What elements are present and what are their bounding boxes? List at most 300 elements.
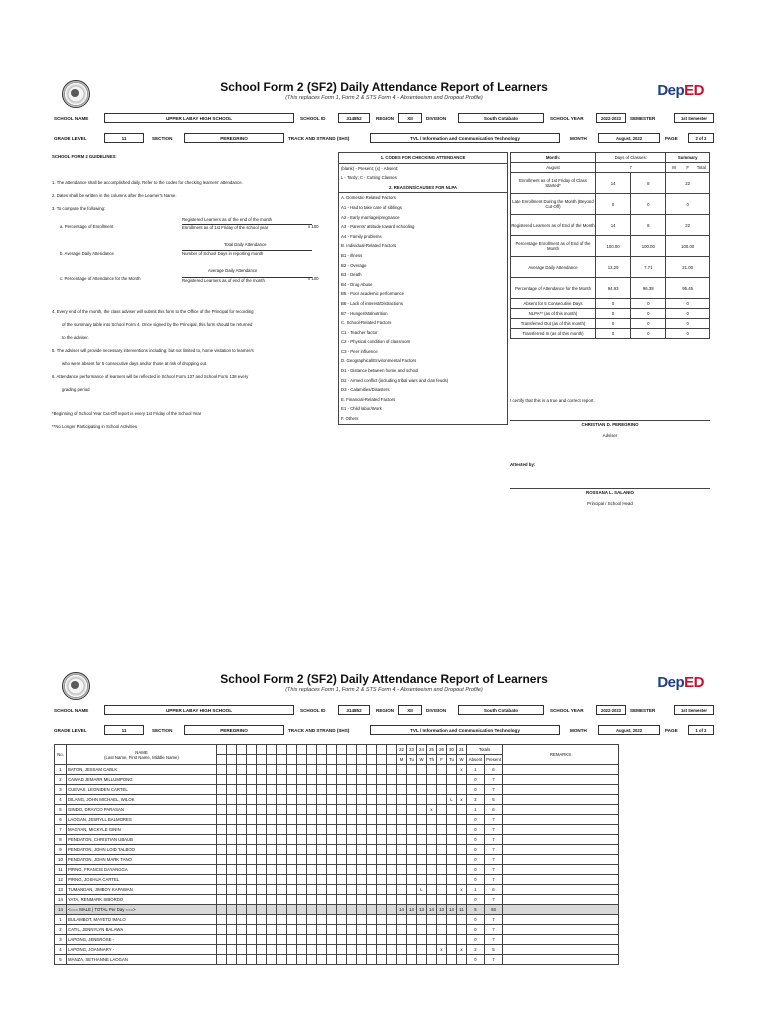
attendance-cell[interactable] (407, 895, 417, 905)
attendance-cell[interactable] (357, 855, 367, 865)
attendance-cell[interactable] (227, 875, 237, 885)
remarks-cell[interactable] (503, 825, 619, 835)
attendance-cell[interactable] (257, 945, 267, 955)
attendance-cell[interactable] (387, 825, 397, 835)
attendance-cell[interactable] (277, 895, 287, 905)
attendance-cell[interactable] (257, 785, 267, 795)
attendance-cell[interactable] (277, 795, 287, 805)
attendance-cell[interactable] (367, 835, 377, 845)
attendance-cell[interactable] (317, 895, 327, 905)
attendance-cell[interactable] (247, 945, 257, 955)
attendance-cell[interactable] (417, 875, 427, 885)
attendance-cell[interactable] (417, 825, 427, 835)
attendance-cell[interactable] (427, 945, 437, 955)
attendance-cell[interactable] (297, 775, 307, 785)
attendance-cell[interactable] (327, 925, 337, 935)
attendance-cell[interactable]: L (417, 885, 427, 895)
attendance-cell[interactable] (437, 825, 447, 835)
attendance-cell[interactable] (277, 825, 287, 835)
attendance-cell[interactable] (337, 895, 347, 905)
attendance-cell[interactable] (457, 855, 467, 865)
attendance-cell[interactable] (267, 955, 277, 965)
attendance-cell[interactable]: x (437, 945, 447, 955)
attendance-cell[interactable] (357, 875, 367, 885)
attendance-cell[interactable] (227, 935, 237, 945)
attendance-cell[interactable] (257, 865, 267, 875)
attendance-cell[interactable] (337, 855, 347, 865)
attendance-cell[interactable] (347, 815, 357, 825)
attendance-cell[interactable] (237, 775, 247, 785)
attendance-cell[interactable] (457, 925, 467, 935)
attendance-cell[interactable] (397, 865, 407, 875)
attendance-cell[interactable] (257, 825, 267, 835)
attendance-cell[interactable] (327, 875, 337, 885)
attendance-cell[interactable] (457, 895, 467, 905)
attendance-cell[interactable] (397, 795, 407, 805)
attendance-cell[interactable] (417, 915, 427, 925)
attendance-cell[interactable] (387, 815, 397, 825)
attendance-cell[interactable] (247, 785, 257, 795)
attendance-cell[interactable] (447, 955, 457, 965)
attendance-cell[interactable] (237, 945, 247, 955)
attendance-cell[interactable] (257, 765, 267, 775)
attendance-cell[interactable] (257, 775, 267, 785)
attendance-cell[interactable] (367, 885, 377, 895)
remarks-cell[interactable] (503, 915, 619, 925)
attendance-cell[interactable] (307, 765, 317, 775)
attendance-cell[interactable] (407, 955, 417, 965)
attendance-cell[interactable] (297, 895, 307, 905)
attendance-cell[interactable] (247, 895, 257, 905)
attendance-cell[interactable] (357, 935, 367, 945)
attendance-cell[interactable] (417, 795, 427, 805)
remarks-cell[interactable] (503, 885, 619, 895)
attendance-cell[interactable] (337, 795, 347, 805)
attendance-cell[interactable] (447, 785, 457, 795)
attendance-cell[interactable] (347, 935, 357, 945)
attendance-cell[interactable] (417, 955, 427, 965)
attendance-cell[interactable] (247, 865, 257, 875)
attendance-cell[interactable] (407, 845, 417, 855)
attendance-cell[interactable] (327, 895, 337, 905)
attendance-cell[interactable] (337, 845, 347, 855)
attendance-cell[interactable] (237, 765, 247, 775)
attendance-cell[interactable] (247, 855, 257, 865)
attendance-cell[interactable] (237, 935, 247, 945)
attendance-cell[interactable] (447, 835, 457, 845)
attendance-cell[interactable] (437, 875, 447, 885)
attendance-cell[interactable] (217, 875, 227, 885)
attendance-cell[interactable] (247, 825, 257, 835)
attendance-cell[interactable] (227, 945, 237, 955)
attendance-cell[interactable] (297, 845, 307, 855)
attendance-cell[interactable] (367, 815, 377, 825)
remarks-cell[interactable] (503, 835, 619, 845)
attendance-cell[interactable] (397, 855, 407, 865)
attendance-cell[interactable] (447, 875, 457, 885)
attendance-cell[interactable] (317, 865, 327, 875)
attendance-cell[interactable] (327, 935, 337, 945)
attendance-cell[interactable] (327, 885, 337, 895)
attendance-cell[interactable] (227, 915, 237, 925)
attendance-cell[interactable] (377, 835, 387, 845)
attendance-cell[interactable] (397, 785, 407, 795)
attendance-cell[interactable] (427, 825, 437, 835)
attendance-cell[interactable] (437, 955, 447, 965)
attendance-cell[interactable] (327, 805, 337, 815)
attendance-cell[interactable] (357, 845, 367, 855)
attendance-cell[interactable] (357, 835, 367, 845)
attendance-cell[interactable] (407, 885, 417, 895)
attendance-cell[interactable] (257, 815, 267, 825)
attendance-cell[interactable] (417, 805, 427, 815)
attendance-cell[interactable] (267, 925, 277, 935)
attendance-cell[interactable] (217, 925, 227, 935)
attendance-cell[interactable] (457, 865, 467, 875)
attendance-cell[interactable] (257, 915, 267, 925)
attendance-cell[interactable] (287, 875, 297, 885)
attendance-cell[interactable] (307, 875, 317, 885)
attendance-cell[interactable] (367, 935, 377, 945)
attendance-cell[interactable] (317, 955, 327, 965)
attendance-cell[interactable] (377, 885, 387, 895)
attendance-cell[interactable] (257, 955, 267, 965)
attendance-cell[interactable] (387, 875, 397, 885)
attendance-cell[interactable] (287, 825, 297, 835)
attendance-cell[interactable] (267, 895, 277, 905)
attendance-cell[interactable] (417, 945, 427, 955)
attendance-cell[interactable] (377, 825, 387, 835)
attendance-cell[interactable] (287, 815, 297, 825)
attendance-cell[interactable] (407, 785, 417, 795)
remarks-cell[interactable] (503, 955, 619, 965)
attendance-cell[interactable] (287, 955, 297, 965)
attendance-cell[interactable] (357, 825, 367, 835)
attendance-cell[interactable] (317, 805, 327, 815)
attendance-cell[interactable] (277, 785, 287, 795)
attendance-cell[interactable] (447, 825, 457, 835)
attendance-cell[interactable] (407, 815, 417, 825)
attendance-cell[interactable] (307, 785, 317, 795)
attendance-cell[interactable] (217, 855, 227, 865)
attendance-cell[interactable] (357, 895, 367, 905)
attendance-cell[interactable] (437, 805, 447, 815)
attendance-cell[interactable] (237, 915, 247, 925)
attendance-cell[interactable] (437, 815, 447, 825)
attendance-cell[interactable] (457, 835, 467, 845)
attendance-cell[interactable] (327, 955, 337, 965)
remarks-cell[interactable] (503, 805, 619, 815)
attendance-cell[interactable] (447, 765, 457, 775)
attendance-cell[interactable] (427, 865, 437, 875)
attendance-cell[interactable] (277, 775, 287, 785)
attendance-cell[interactable] (297, 885, 307, 895)
attendance-cell[interactable] (307, 835, 317, 845)
attendance-cell[interactable] (377, 765, 387, 775)
attendance-cell[interactable] (337, 865, 347, 875)
attendance-cell[interactable] (227, 955, 237, 965)
attendance-cell[interactable] (257, 935, 267, 945)
attendance-cell[interactable] (327, 815, 337, 825)
attendance-cell[interactable] (327, 845, 337, 855)
attendance-cell[interactable] (417, 815, 427, 825)
attendance-cell[interactable] (387, 835, 397, 845)
attendance-cell[interactable] (217, 835, 227, 845)
attendance-cell[interactable] (287, 855, 297, 865)
attendance-cell[interactable] (407, 765, 417, 775)
attendance-cell[interactable] (317, 785, 327, 795)
attendance-cell[interactable] (297, 955, 307, 965)
attendance-cell[interactable] (397, 925, 407, 935)
attendance-cell[interactable] (327, 825, 337, 835)
attendance-cell[interactable] (307, 895, 317, 905)
attendance-cell[interactable] (397, 805, 407, 815)
attendance-cell[interactable] (307, 915, 317, 925)
attendance-cell[interactable] (277, 885, 287, 895)
attendance-cell[interactable] (347, 795, 357, 805)
attendance-cell[interactable] (407, 865, 417, 875)
attendance-cell[interactable] (367, 805, 377, 815)
attendance-cell[interactable] (417, 895, 427, 905)
attendance-cell[interactable] (427, 845, 437, 855)
attendance-cell[interactable] (397, 915, 407, 925)
attendance-cell[interactable] (347, 765, 357, 775)
remarks-cell[interactable] (503, 875, 619, 885)
attendance-cell[interactable] (247, 815, 257, 825)
attendance-cell[interactable] (317, 925, 327, 935)
attendance-cell[interactable] (347, 835, 357, 845)
attendance-cell[interactable] (287, 935, 297, 945)
attendance-cell[interactable] (227, 925, 237, 935)
attendance-cell[interactable] (287, 865, 297, 875)
attendance-cell[interactable] (337, 815, 347, 825)
attendance-cell[interactable] (287, 835, 297, 845)
attendance-cell[interactable] (357, 955, 367, 965)
attendance-cell[interactable] (307, 775, 317, 785)
attendance-cell[interactable] (247, 935, 257, 945)
attendance-cell[interactable] (377, 925, 387, 935)
attendance-cell[interactable] (397, 845, 407, 855)
attendance-cell[interactable] (427, 775, 437, 785)
attendance-cell[interactable] (227, 865, 237, 875)
attendance-cell[interactable] (277, 915, 287, 925)
attendance-cell[interactable] (277, 935, 287, 945)
attendance-cell[interactable] (277, 765, 287, 775)
attendance-cell[interactable] (377, 955, 387, 965)
attendance-cell[interactable] (297, 865, 307, 875)
attendance-cell[interactable] (407, 855, 417, 865)
attendance-cell[interactable] (397, 775, 407, 785)
attendance-cell[interactable] (427, 785, 437, 795)
attendance-cell[interactable] (387, 805, 397, 815)
attendance-cell[interactable] (297, 815, 307, 825)
attendance-cell[interactable] (377, 895, 387, 905)
attendance-cell[interactable] (397, 875, 407, 885)
attendance-cell[interactable] (327, 915, 337, 925)
attendance-cell[interactable] (317, 765, 327, 775)
attendance-cell[interactable] (227, 825, 237, 835)
attendance-cell[interactable] (337, 915, 347, 925)
attendance-cell[interactable] (407, 935, 417, 945)
attendance-cell[interactable] (257, 805, 267, 815)
attendance-cell[interactable] (237, 875, 247, 885)
attendance-cell[interactable] (317, 795, 327, 805)
attendance-cell[interactable] (457, 775, 467, 785)
attendance-cell[interactable] (377, 875, 387, 885)
attendance-cell[interactable] (397, 815, 407, 825)
attendance-cell[interactable] (347, 855, 357, 865)
attendance-cell[interactable] (397, 885, 407, 895)
attendance-cell[interactable] (257, 925, 267, 935)
attendance-cell[interactable] (377, 945, 387, 955)
attendance-cell[interactable] (267, 945, 277, 955)
attendance-cell[interactable] (237, 855, 247, 865)
attendance-cell[interactable] (317, 935, 327, 945)
attendance-cell[interactable] (447, 885, 457, 895)
attendance-cell[interactable] (297, 785, 307, 795)
remarks-cell[interactable] (503, 845, 619, 855)
attendance-cell[interactable] (427, 885, 437, 895)
attendance-cell[interactable] (337, 935, 347, 945)
attendance-cell[interactable] (437, 795, 447, 805)
attendance-cell[interactable] (397, 955, 407, 965)
attendance-cell[interactable] (237, 925, 247, 935)
attendance-cell[interactable] (387, 955, 397, 965)
attendance-cell[interactable] (337, 825, 347, 835)
attendance-cell[interactable] (417, 865, 427, 875)
attendance-cell[interactable] (437, 845, 447, 855)
remarks-cell[interactable] (503, 895, 619, 905)
attendance-cell[interactable] (387, 765, 397, 775)
attendance-cell[interactable] (227, 815, 237, 825)
attendance-cell[interactable] (277, 955, 287, 965)
attendance-cell[interactable] (387, 885, 397, 895)
attendance-cell[interactable] (237, 865, 247, 875)
attendance-cell[interactable] (337, 885, 347, 895)
attendance-cell[interactable] (407, 795, 417, 805)
attendance-cell[interactable] (457, 955, 467, 965)
attendance-cell[interactable] (267, 815, 277, 825)
attendance-cell[interactable] (287, 785, 297, 795)
attendance-cell[interactable] (387, 845, 397, 855)
attendance-cell[interactable]: x (457, 795, 467, 805)
attendance-cell[interactable] (367, 915, 377, 925)
attendance-cell[interactable] (247, 805, 257, 815)
attendance-cell[interactable] (367, 865, 377, 875)
attendance-cell[interactable] (297, 835, 307, 845)
attendance-cell[interactable] (367, 845, 377, 855)
attendance-cell[interactable] (447, 775, 457, 785)
remarks-cell[interactable] (503, 785, 619, 795)
attendance-cell[interactable] (437, 925, 447, 935)
attendance-cell[interactable] (227, 785, 237, 795)
attendance-cell[interactable] (347, 775, 357, 785)
attendance-cell[interactable] (397, 835, 407, 845)
attendance-cell[interactable] (427, 765, 437, 775)
attendance-cell[interactable] (287, 895, 297, 905)
attendance-cell[interactable] (367, 955, 377, 965)
attendance-cell[interactable] (457, 815, 467, 825)
attendance-cell[interactable] (357, 815, 367, 825)
attendance-cell[interactable] (447, 845, 457, 855)
attendance-cell[interactable] (237, 895, 247, 905)
remarks-cell[interactable] (503, 945, 619, 955)
attendance-cell[interactable] (377, 775, 387, 785)
attendance-cell[interactable] (287, 805, 297, 815)
attendance-cell[interactable] (217, 765, 227, 775)
attendance-cell[interactable] (347, 785, 357, 795)
attendance-cell[interactable] (387, 795, 397, 805)
attendance-cell[interactable] (367, 785, 377, 795)
attendance-cell[interactable] (397, 895, 407, 905)
attendance-cell[interactable] (377, 865, 387, 875)
attendance-cell[interactable] (317, 875, 327, 885)
attendance-cell[interactable]: x (457, 885, 467, 895)
attendance-cell[interactable] (367, 895, 377, 905)
attendance-cell[interactable] (297, 855, 307, 865)
attendance-cell[interactable] (367, 875, 377, 885)
attendance-cell[interactable] (267, 825, 277, 835)
attendance-cell[interactable] (297, 875, 307, 885)
attendance-cell[interactable] (317, 815, 327, 825)
attendance-cell[interactable] (247, 915, 257, 925)
attendance-cell[interactable]: x (457, 765, 467, 775)
attendance-cell[interactable] (257, 855, 267, 865)
attendance-cell[interactable] (227, 855, 237, 865)
attendance-cell[interactable] (357, 775, 367, 785)
attendance-cell[interactable] (357, 785, 367, 795)
attendance-cell[interactable] (247, 885, 257, 895)
attendance-cell[interactable] (237, 955, 247, 965)
attendance-cell[interactable] (297, 805, 307, 815)
attendance-cell[interactable] (227, 895, 237, 905)
attendance-cell[interactable] (387, 865, 397, 875)
attendance-cell[interactable] (427, 875, 437, 885)
attendance-cell[interactable] (407, 945, 417, 955)
attendance-cell[interactable] (267, 805, 277, 815)
attendance-cell[interactable] (427, 835, 437, 845)
attendance-cell[interactable] (217, 955, 227, 965)
attendance-cell[interactable] (227, 775, 237, 785)
attendance-cell[interactable] (417, 855, 427, 865)
attendance-cell[interactable] (387, 895, 397, 905)
attendance-cell[interactable] (217, 815, 227, 825)
attendance-cell[interactable] (277, 865, 287, 875)
attendance-cell[interactable] (347, 915, 357, 925)
attendance-cell[interactable] (437, 935, 447, 945)
attendance-cell[interactable] (337, 785, 347, 795)
attendance-cell[interactable] (327, 945, 337, 955)
attendance-cell[interactable] (317, 885, 327, 895)
attendance-cell[interactable] (247, 925, 257, 935)
attendance-cell[interactable] (307, 925, 317, 935)
attendance-cell[interactable] (327, 835, 337, 845)
attendance-cell[interactable] (267, 765, 277, 775)
attendance-cell[interactable] (237, 885, 247, 895)
attendance-cell[interactable] (297, 935, 307, 945)
attendance-cell[interactable] (377, 815, 387, 825)
attendance-cell[interactable] (277, 855, 287, 865)
attendance-cell[interactable] (387, 935, 397, 945)
attendance-cell[interactable] (357, 865, 367, 875)
attendance-cell[interactable] (287, 845, 297, 855)
attendance-cell[interactable] (317, 945, 327, 955)
attendance-cell[interactable] (357, 795, 367, 805)
attendance-cell[interactable] (387, 925, 397, 935)
attendance-cell[interactable] (347, 875, 357, 885)
attendance-cell[interactable] (267, 775, 277, 785)
attendance-cell[interactable] (427, 795, 437, 805)
